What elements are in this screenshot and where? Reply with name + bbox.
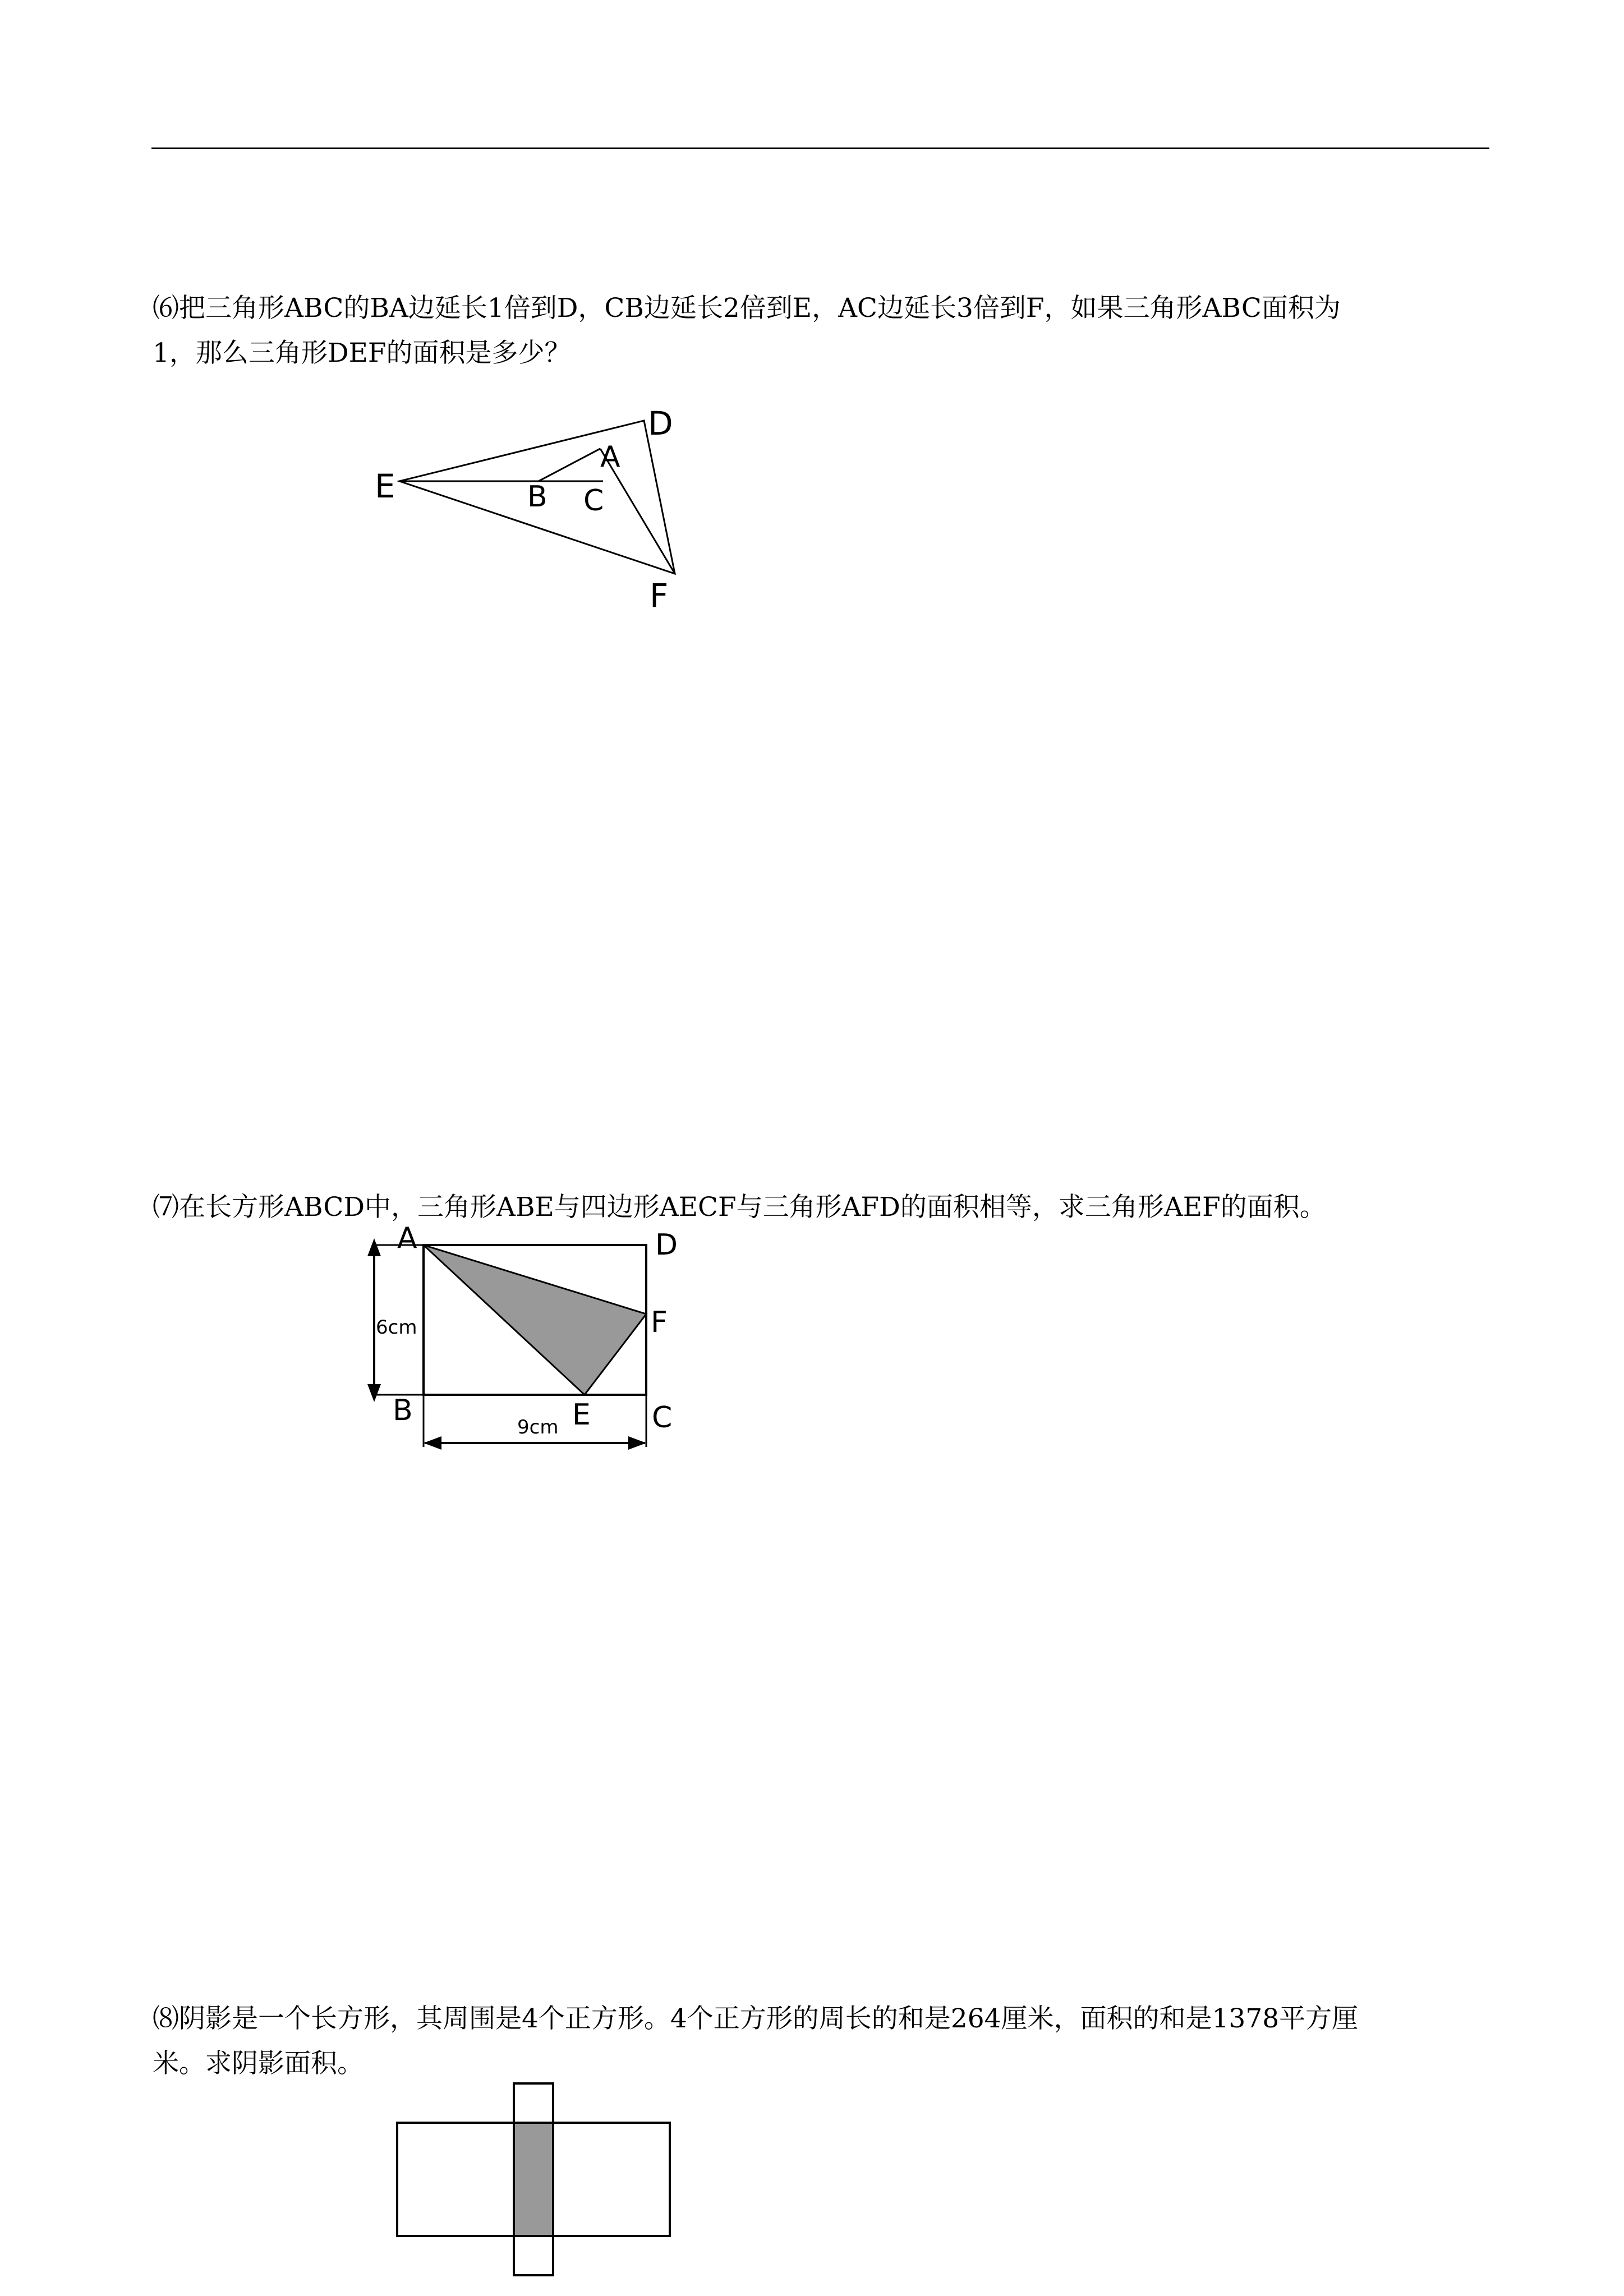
label-a: A	[397, 1221, 417, 1255]
label-b: B	[527, 480, 548, 514]
top-square	[514, 2083, 553, 2123]
problem-6-line-1: ⑹把三角形ABC的BA边延长1倍到D，CB边延长2倍到E，AC边延长3倍到F，如果三角形ABC面积为	[153, 293, 1341, 324]
label-b: B	[393, 1394, 413, 1427]
problem-8-line-2: 米。求阴影面积。	[153, 2048, 364, 2079]
label-a: A	[600, 440, 620, 474]
label-f: F	[651, 1306, 668, 1339]
width-label: 9cm	[517, 1416, 559, 1439]
problem-8-line-1: ⑻阴影是一个长方形，其周围是4个正方形。4个正方形的周长的和是264厘米，面积的和是1378平方厘	[153, 2003, 1359, 2034]
label-c: C	[583, 484, 604, 518]
shaded-rectangle	[514, 2123, 553, 2236]
label-d: D	[655, 1228, 678, 1262]
left-square	[397, 2123, 514, 2236]
height-label: 6cm	[376, 1316, 417, 1339]
problem-6-line-2: 1，那么三角形DEF的面积是多少？	[153, 338, 571, 368]
label-e: E	[375, 467, 395, 505]
label-c: C	[652, 1401, 673, 1435]
right-square	[553, 2123, 670, 2236]
problem-7-line-1: ⑺在长方形ABCD中，三角形ABE与四边形AECF与三角形AFD的面积相等，求三角形AEF的面积。	[153, 1192, 1326, 1223]
label-d: D	[648, 404, 673, 442]
label-f: F	[650, 577, 669, 615]
bottom-square	[514, 2236, 553, 2275]
label-e: E	[572, 1398, 591, 1432]
